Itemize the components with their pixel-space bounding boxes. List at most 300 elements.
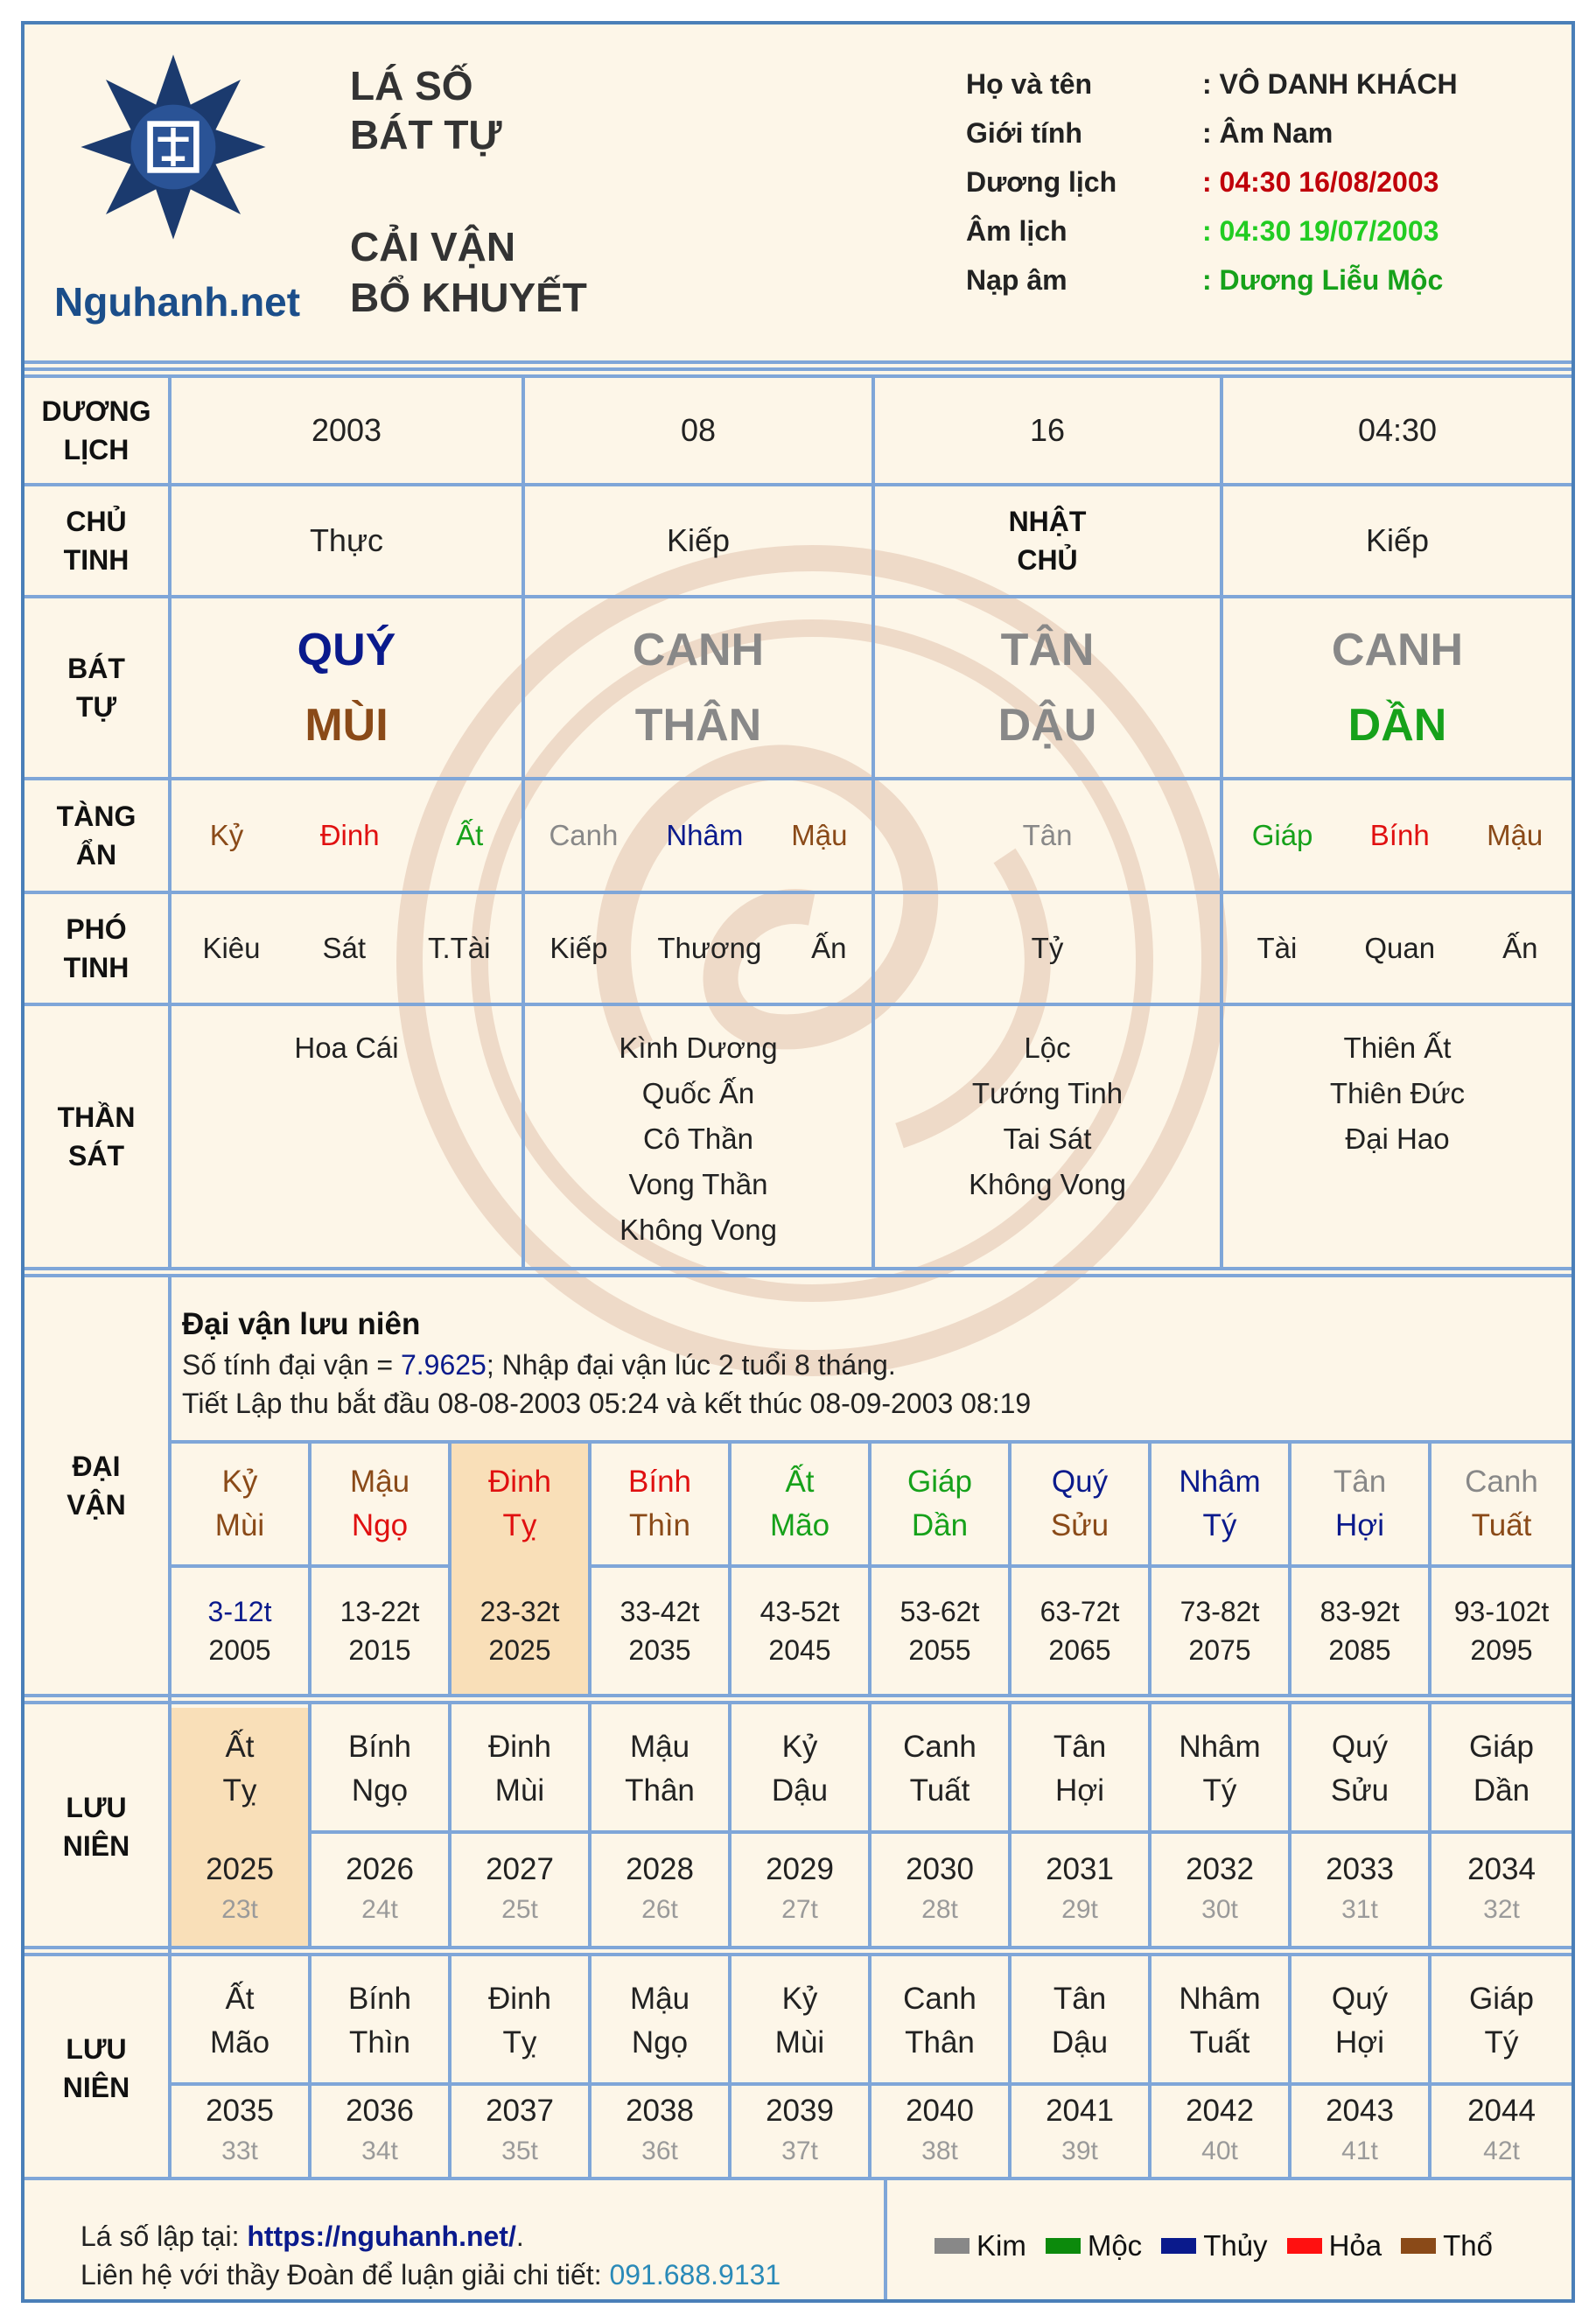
legend-item (1046, 2229, 1142, 2263)
ln-year: 2040 (906, 2094, 974, 2128)
ln-can: Giáp (1469, 1982, 1534, 2016)
date-value: 04:30 (1357, 412, 1438, 448)
pho-tinh-item: Ấn (1502, 932, 1538, 964)
ln-can: Quý (1331, 1982, 1389, 2016)
ln-age: 37t (781, 2137, 818, 2165)
ln-can: Mậu (629, 1730, 690, 1764)
ln-can: Tân (1053, 1982, 1107, 2016)
dai-van-pillar (452, 1444, 588, 1564)
legend-label: Thổ (1443, 2229, 1493, 2262)
ln-can: Nhâm (1179, 1982, 1261, 2016)
luu-nien-pillar (1152, 1960, 1288, 2082)
luu-nien-pillar (1012, 1960, 1148, 2082)
luu-nien-year (1012, 2086, 1148, 2177)
dai-van-age (872, 1568, 1008, 1694)
ln-year: 2025 (206, 1852, 274, 1886)
dv-can: Nhâm (1179, 1465, 1261, 1499)
date-value: 2003 (311, 412, 382, 448)
luu-nien-year (1152, 1834, 1288, 1946)
luu-nien-pillar (592, 1708, 728, 1830)
pillar-bat-tu (1223, 598, 1572, 777)
dai-van-pillar (592, 1444, 728, 1564)
thien-can: QUÝ (297, 625, 396, 675)
dv-chi: Dần (911, 1508, 969, 1542)
dv-year: 2075 (1188, 1634, 1251, 1666)
date-value: 08 (680, 412, 717, 448)
site-link[interactable]: https://nguhanh.net/ (247, 2221, 516, 2252)
ln-age: 36t (641, 2137, 678, 2165)
dai-van-pillar (1292, 1444, 1428, 1564)
divider (24, 360, 1572, 364)
chu-tinh-value: Kiếp (1365, 522, 1430, 558)
than-sat-item: Đại Hao (1345, 1123, 1450, 1155)
pho-tinh-item: Quan (1364, 932, 1436, 964)
dai-van-pillar (172, 1444, 308, 1564)
dv-year: 2005 (208, 1634, 271, 1666)
legend-swatch (1161, 2238, 1196, 2254)
ln-chi: Dậu (771, 1773, 829, 1808)
than-sat-item: Kình Dương (619, 1032, 778, 1064)
dv-year: 2025 (488, 1634, 551, 1666)
dv-year: 2045 (768, 1634, 831, 1666)
dv-can: Bính (628, 1465, 691, 1499)
ln-chi: Hợi (1334, 2025, 1384, 2060)
dv-chi: Tỵ (502, 1508, 537, 1542)
dia-chi: DẦN (1348, 700, 1447, 751)
title-line-4: BỔ KHUYẾT (350, 275, 587, 320)
dv-age: 83-92t (1320, 1596, 1400, 1627)
row-label-luu_nien: LƯU NIÊN (62, 2033, 130, 2103)
info-label: Nạp âm (966, 264, 1068, 296)
divider (884, 2180, 887, 2303)
divider (24, 1701, 1572, 1704)
legend-label: Mộc (1087, 2229, 1143, 2262)
dv-chi: Mão (769, 1508, 830, 1542)
than-sat-item: Không Vong (620, 1213, 777, 1246)
luu-nien-pillar (1292, 1960, 1428, 2082)
luu-nien-pillar (452, 1708, 588, 1830)
dai-van-age (1432, 1568, 1572, 1694)
legend-item (1161, 2229, 1267, 2263)
luu-nien-pillar (1152, 1708, 1288, 1830)
ln-chi: Tý (1484, 2025, 1519, 2060)
pillar-tang-an (875, 780, 1220, 891)
dv-age: 53-62t (900, 1596, 980, 1627)
than-sat-item: Vong Thần (628, 1168, 768, 1200)
legend-item (934, 2229, 1026, 2263)
info-row (966, 68, 1491, 117)
dv-chi: Ngọ (351, 1508, 409, 1542)
ln-age: 39t (1061, 2137, 1098, 2165)
note-text: ; Nhập đại vận lúc 2 tuổi 8 tháng. (486, 1349, 896, 1381)
info-value: : 04:30 19/07/2003 (1202, 215, 1439, 247)
dai-van-age (1152, 1568, 1288, 1694)
dv-chi: Sửu (1050, 1508, 1110, 1542)
pillar-date (525, 378, 872, 483)
dv-age: 33-42t (620, 1596, 700, 1627)
ln-year: 2036 (346, 2094, 414, 2128)
ln-age: 28t (921, 1895, 958, 1924)
row-label-than_sat: THẦN SÁT (57, 1102, 136, 1171)
pho-tinh-item: Tỷ (1031, 932, 1064, 964)
footer-dot: . (515, 2221, 524, 2252)
pillar-bat-tu (525, 598, 872, 777)
legend-swatch (1287, 2238, 1322, 2254)
luu-nien-year (1432, 2086, 1572, 2177)
ln-year: 2044 (1467, 2094, 1536, 2128)
dai-van-pillar (1012, 1444, 1148, 1564)
ln-chi: Dần (1473, 1773, 1530, 1808)
ln-can: Đinh (488, 1730, 551, 1764)
pillar-tang-an (172, 780, 522, 891)
chu-tinh-value: Kiếp (666, 522, 731, 558)
legend-swatch (934, 2238, 970, 2254)
pillar-tang-an (525, 780, 872, 891)
info-label: Giới tính (966, 117, 1082, 149)
footer (24, 2180, 1572, 2303)
dai-van-pillar (732, 1444, 868, 1564)
header (24, 24, 1572, 357)
dv-year: 2065 (1048, 1634, 1111, 1666)
ln-age: 24t (361, 1895, 398, 1924)
title-line-1: LÁ SỐ (350, 63, 473, 108)
contact-label: Liên hệ với thầy Đoàn để luận giải chi tiết: (80, 2259, 610, 2291)
luu-nien-pillar (732, 1708, 868, 1830)
ln-age: 26t (641, 1895, 678, 1924)
info-label: Họ và tên (966, 68, 1093, 100)
ln-year: 2035 (206, 2094, 274, 2128)
luu-nien-pillar (452, 1960, 588, 2082)
luu-nien-year (732, 1834, 868, 1946)
divider (24, 1946, 1572, 1949)
tang-an-item: Mậu (791, 819, 848, 851)
dai-van-age (312, 1568, 448, 1694)
ln-year: 2030 (906, 1852, 974, 1886)
luu-nien-pillar (1012, 1708, 1148, 1830)
dai-van-pillar (1152, 1444, 1288, 1564)
dv-can: Kỷ (221, 1465, 258, 1499)
info-value: : 04:30 16/08/2003 (1202, 166, 1439, 198)
footer-contact-line (80, 2259, 780, 2291)
pillar-pho-tinh (875, 894, 1220, 1003)
dia-chi: DẬU (998, 700, 1097, 751)
luu-nien-year (1292, 1834, 1428, 1946)
ln-chi: Tuất (909, 1773, 970, 1808)
tang-an-item: Kỷ (209, 819, 244, 851)
ln-can: Giáp (1469, 1730, 1534, 1764)
ln-year: 2033 (1326, 1852, 1394, 1886)
dai-van-age (452, 1568, 588, 1694)
tang-an-item: Đinh (319, 819, 380, 851)
ln-year: 2031 (1046, 1852, 1114, 1886)
dv-can: Quý (1051, 1465, 1109, 1499)
dv-age: 63-72t (1040, 1596, 1120, 1627)
so-tinh-value: 7.9625 (400, 1349, 486, 1381)
pillar-than-sat (525, 1006, 872, 1267)
luu-nien-year (172, 2086, 308, 2177)
ln-can: Bính (348, 1982, 411, 2016)
dv-can: Ất (785, 1465, 815, 1499)
divider (24, 1694, 1572, 1697)
pillar-than-sat (875, 1006, 1220, 1267)
ln-chi: Tỵ (502, 2025, 537, 2060)
ln-can: Quý (1331, 1730, 1389, 1764)
pillar-date (875, 378, 1220, 483)
dai-van-age (1012, 1568, 1148, 1694)
ln-can: Kỷ (781, 1982, 818, 2016)
phone-link[interactable]: 091.688.9131 (609, 2259, 781, 2291)
luu-nien-pillar (1432, 1960, 1572, 2082)
star-logo-icon (77, 51, 270, 243)
luu-nien-pillar (312, 1708, 448, 1830)
pho-tinh-item: Kiếp (550, 932, 608, 964)
info-value: : Âm Nam (1202, 117, 1334, 149)
than-sat-item: Không Vong (969, 1168, 1126, 1200)
chu-tinh-value: NHẬT CHỦ (1008, 506, 1087, 576)
tang-an-item: Ất (456, 819, 484, 851)
legend-swatch (1401, 2238, 1436, 2254)
legend-item (1401, 2229, 1493, 2263)
ln-can: Canh (903, 1730, 976, 1764)
dv-chi: Tý (1202, 1508, 1237, 1542)
ln-can: Kỷ (781, 1730, 818, 1764)
ln-chi: Hợi (1054, 1773, 1104, 1808)
ln-chi: Thân (905, 2025, 975, 2060)
ln-year: 2028 (626, 1852, 694, 1886)
divider (24, 1953, 1572, 1956)
row-label-pho_tinh: PHÓ TINH (63, 913, 130, 983)
dai-van-pillar (312, 1444, 448, 1564)
pillar-than-sat (172, 1006, 522, 1267)
luu-nien-year (1432, 1834, 1572, 1946)
dv-chi: Tuất (1471, 1508, 1532, 1542)
row-label-duong_lich: DƯƠNG LỊCH (41, 395, 151, 465)
dai-van-pillar (1432, 1444, 1572, 1564)
ln-chi: Thìn (348, 2025, 411, 2060)
ln-year: 2041 (1046, 2094, 1114, 2128)
dv-chi: Mùi (214, 1508, 265, 1542)
pillar-date (172, 378, 522, 483)
footer-site-line (80, 2221, 524, 2253)
luu-nien-pillar (1432, 1708, 1572, 1830)
pho-tinh-item: Tài (1256, 932, 1298, 964)
than-sat-item: Lộc (1024, 1032, 1071, 1064)
ln-age: 31t (1341, 1895, 1378, 1924)
pillar-pho-tinh (172, 894, 522, 1003)
info-row (966, 264, 1491, 313)
dv-age: 43-52t (760, 1596, 840, 1627)
ln-chi: Tuất (1189, 2025, 1250, 2060)
luu-nien-pillar (872, 1708, 1008, 1830)
pho-tinh-item: Ấn (811, 932, 847, 964)
date-value: 16 (1029, 412, 1066, 448)
info-row (966, 117, 1491, 166)
luu-nien-year (872, 2086, 1008, 2177)
ln-year: 2042 (1186, 2094, 1254, 2128)
element-legend (934, 2229, 1512, 2263)
legend-item (1287, 2229, 1382, 2263)
divider (24, 1267, 1572, 1270)
pho-tinh-item: Thương (657, 932, 762, 964)
ln-age: 29t (1061, 1895, 1098, 1924)
than-sat-item: Thiên Đức (1329, 1077, 1466, 1109)
ln-year: 2037 (486, 2094, 554, 2128)
dv-age: 3-12t (207, 1596, 272, 1627)
dv-year: 2015 (348, 1634, 411, 1666)
ln-age: 32t (1483, 1895, 1520, 1924)
legend-label: Thủy (1203, 2229, 1268, 2262)
ln-chi: Ngọ (351, 1773, 409, 1808)
ln-can: Ất (225, 1730, 255, 1764)
tang-an-item: Nhâm (666, 819, 744, 851)
chu-tinh-value: Thực (309, 522, 384, 558)
ln-age: 38t (921, 2137, 958, 2165)
pillar-pho-tinh (1223, 894, 1572, 1003)
dv-year: 2085 (1328, 1634, 1391, 1666)
dai-van-age (172, 1568, 308, 1694)
ln-age: 42t (1483, 2137, 1520, 2165)
than-sat-item: Cô Thần (643, 1123, 753, 1155)
ln-can: Nhâm (1179, 1730, 1261, 1764)
luu-nien-year (1012, 1834, 1148, 1946)
luu-nien-year (172, 1834, 308, 1946)
info-row (966, 215, 1491, 264)
info-value: : VÔ DANH KHÁCH (1202, 68, 1458, 100)
dai-van-age (592, 1568, 728, 1694)
row-label-tang_an: TÀNG ẨN (56, 801, 136, 871)
ln-year: 2039 (766, 2094, 834, 2128)
dia-chi: THÂN (634, 700, 762, 751)
row-label-luu_nien: LƯU NIÊN (62, 1792, 130, 1862)
ln-age: 33t (221, 2137, 258, 2165)
note-text: Số tính đại vận = (182, 1349, 401, 1381)
ln-chi: Ngọ (631, 2025, 689, 2060)
luu-nien-pillar (1292, 1708, 1428, 1830)
dv-year: 2095 (1470, 1634, 1533, 1666)
dv-can: Đinh (488, 1465, 551, 1499)
pillar-bat-tu (875, 598, 1220, 777)
luu-nien-year (312, 2086, 448, 2177)
row-label-chu_tinh: CHỦ TINH (63, 506, 130, 576)
luu-nien-year (592, 1834, 728, 1946)
divider (24, 367, 1572, 371)
ln-age: 35t (501, 2137, 538, 2165)
ln-chi: Mùi (774, 2025, 825, 2060)
info-label: Dương lịch (966, 166, 1117, 198)
pho-tinh-item: Kiêu (202, 932, 261, 964)
dai-van-note-1 (182, 1349, 896, 1381)
pillar-than-sat (1223, 1006, 1572, 1267)
ln-can: Đinh (488, 1982, 551, 2016)
title-line-3: CẢI VẬN (350, 224, 516, 269)
tang-an-item: Canh (549, 819, 619, 851)
ln-age: 40t (1201, 2137, 1238, 2165)
legend-label: Hỏa (1328, 2229, 1382, 2262)
info-value: : Dương Liễu Mộc (1202, 264, 1444, 296)
pillar-chu-tinh (875, 486, 1220, 595)
thien-can: TÂN (1000, 625, 1095, 675)
info-row (966, 166, 1491, 215)
dai-van-note-2: Tiết Lập thu bắt đầu 08-08-2003 05:24 và kết thúc 08-09-2003 08:19 (182, 1388, 1032, 1419)
luu-nien-year (312, 1834, 448, 1946)
title-line-2: BÁT TỰ (350, 112, 502, 157)
pillar-bat-tu (172, 598, 522, 777)
luu-nien-year (452, 1834, 588, 1946)
dai-van-title: Đại vận lưu niên (182, 1307, 421, 1341)
dai-van-pillar (872, 1444, 1008, 1564)
luu-nien-year (732, 2086, 868, 2177)
dv-age: 23-32t (480, 1596, 560, 1627)
pho-tinh-item: Sát (322, 932, 367, 964)
than-sat-item: Hoa Cái (294, 1032, 399, 1064)
pillar-chu-tinh (1223, 486, 1572, 595)
ln-age: 34t (361, 2137, 398, 2165)
luu-nien-year (872, 1834, 1008, 1946)
ln-can: Tân (1053, 1730, 1107, 1764)
ln-year: 2043 (1326, 2094, 1394, 2128)
ln-chi: Tỵ (222, 1773, 257, 1808)
chart-page (21, 21, 1575, 2303)
footer-label: Lá số lập tại: (80, 2221, 248, 2252)
dv-can: Giáp (907, 1465, 972, 1499)
row-label-dai_van: ĐẠI VẬN (66, 1451, 126, 1521)
legend-label: Kim (976, 2229, 1026, 2262)
dv-chi: Thìn (628, 1508, 691, 1542)
pillar-date (1223, 378, 1572, 483)
ln-year: 2034 (1467, 1852, 1536, 1886)
ln-age: 25t (501, 1895, 538, 1924)
dv-year: 2035 (628, 1634, 691, 1666)
ln-can: Canh (903, 1982, 976, 2016)
dv-age: 93-102t (1453, 1596, 1550, 1627)
dv-chi: Hợi (1334, 1508, 1384, 1542)
pillar-pho-tinh (525, 894, 872, 1003)
ln-year: 2032 (1186, 1852, 1254, 1886)
thien-can: CANH (1331, 625, 1464, 675)
ln-age: 27t (781, 1895, 818, 1924)
luu-nien-year (592, 2086, 728, 2177)
row-label-bat_tu: BÁT TỰ (67, 653, 125, 723)
ln-year: 2038 (626, 2094, 694, 2128)
dai-van-age (732, 1568, 868, 1694)
ln-chi: Thân (625, 1773, 695, 1808)
thien-can: CANH (632, 625, 765, 675)
dv-year: 2055 (908, 1634, 971, 1666)
ln-can: Ất (225, 1982, 255, 2016)
than-sat-item: Thiên Ất (1343, 1032, 1452, 1064)
luu-nien-pillar (872, 1960, 1008, 2082)
ln-can: Bính (348, 1730, 411, 1764)
ln-chi: Mùi (494, 1773, 545, 1808)
luu-nien-year (1292, 2086, 1428, 2177)
ln-age: 30t (1201, 1895, 1238, 1924)
ln-can: Mậu (629, 1982, 690, 2016)
ln-chi: Mão (209, 2025, 270, 2060)
dv-can: Canh (1465, 1465, 1538, 1499)
than-sat-item: Tướng Tinh (971, 1077, 1124, 1109)
luu-nien-year (452, 2086, 588, 2177)
dia-chi: MÙI (304, 700, 388, 751)
legend-swatch (1046, 2238, 1081, 2254)
dv-can: Tân (1333, 1465, 1387, 1499)
ln-chi: Sửu (1330, 1773, 1390, 1808)
dv-can: Mậu (349, 1465, 410, 1499)
luu-nien-pillar (172, 1960, 308, 2082)
ln-year: 2027 (486, 1852, 554, 1886)
dv-age: 73-82t (1180, 1596, 1260, 1627)
ln-age: 41t (1341, 2137, 1378, 2165)
dv-age: 13-22t (340, 1596, 420, 1627)
